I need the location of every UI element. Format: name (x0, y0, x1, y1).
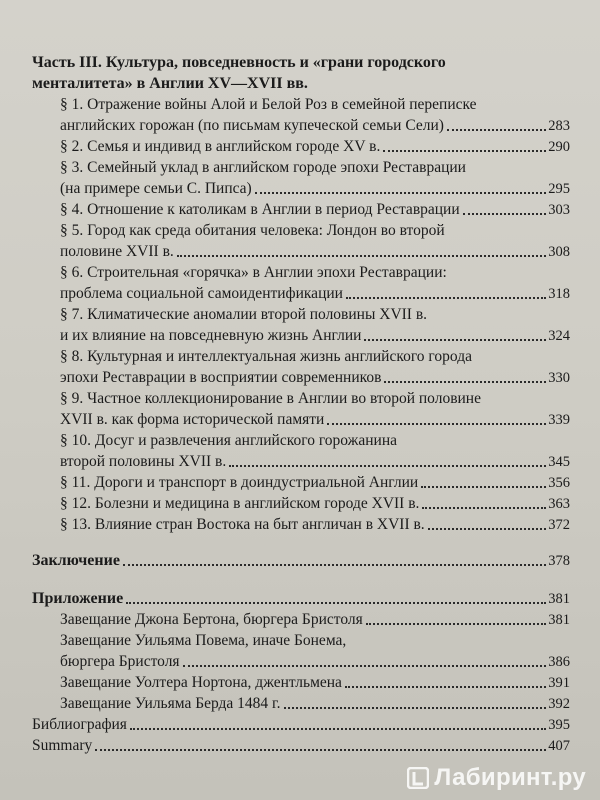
page-number: 356 (548, 475, 570, 491)
toc-summary: Summary 407 (32, 737, 570, 754)
leader-dots (130, 728, 546, 730)
page-number: 330 (548, 370, 570, 386)
page-number: 386 (548, 654, 570, 670)
page-number: 339 (548, 412, 570, 428)
toc-entry-10-line-2: второй половины XVII в. 345 (60, 453, 570, 470)
page-number: 381 (548, 612, 570, 628)
page-number: 295 (548, 181, 570, 197)
leader-dots (177, 255, 546, 257)
toc-entry-6-line-1: § 6. Строительная «горячка» в Англии эпохи Реставрации: (60, 264, 447, 281)
page-number: 395 (548, 717, 570, 733)
labirint-logo-icon (407, 767, 429, 789)
toc-entry-8-line-2: эпохи Реставрации в восприятии современников 330 (60, 369, 570, 386)
toc-entry-5-line-2: половине XVII в. 308 (60, 243, 570, 260)
page-number: 303 (548, 202, 570, 218)
toc-bibliography: Библиография 395 (32, 716, 570, 733)
watermark-text: Лабиринт.ру (434, 764, 586, 791)
page-number: 391 (548, 675, 570, 691)
page-number: 372 (548, 517, 570, 533)
part-title-line-1: Часть III. Культура, повседневность и «грани городского (32, 54, 446, 71)
leader-dots (255, 192, 547, 194)
leader-dots (95, 749, 546, 751)
toc-entry-3-line-2: (на примере семьи С. Пипса) 295 (60, 180, 570, 197)
toc-entry-9-line-1: § 9. Частное коллекционирование в Англии во второй половине (60, 390, 481, 407)
leader-dots (364, 339, 546, 341)
page-number: 378 (548, 553, 570, 569)
site-watermark (407, 764, 586, 792)
toc-entry-9-line-2: XVII в. как форма исторической памяти 339 (60, 411, 570, 428)
toc-entry-6-line-2: проблема социальной самоидентификации 318 (60, 285, 570, 302)
leader-dots (346, 297, 546, 299)
toc-appendix-item-2-line-2: бюргера Бристоля 386 (60, 653, 570, 670)
toc-entry-1-line-1: § 1. Отражение войны Алой и Белой Роз в семейной переписке (60, 96, 477, 113)
leader-dots (284, 707, 547, 709)
leader-dots (345, 686, 546, 688)
leader-dots (229, 465, 546, 467)
page-number: 324 (548, 328, 570, 344)
toc-appendix-item-4: Завещание Уильяма Берда 1484 г. 392 (60, 695, 570, 712)
page-number: 308 (548, 244, 570, 260)
toc-entry-13: § 13. Влияние стран Востока на быт англичан в XVII в. 372 (60, 516, 570, 533)
toc-appendix: Приложение 381 (32, 590, 570, 607)
toc-entry-10-line-1: § 10. Досуг и развлечения английского горожанина (60, 432, 398, 449)
toc-entry-1-line-2: английских горожан (по письмам купеческой семьи Сели) 283 (60, 117, 570, 134)
part-title-line-2: менталитета» в Англии XV—XVII вв. (32, 75, 308, 92)
page-number: 392 (548, 696, 570, 712)
leader-dots (463, 213, 547, 215)
toc-entry-11: § 11. Дороги и транспорт в доиндустриальной Англии 356 (60, 474, 570, 491)
leader-dots (183, 665, 547, 667)
leader-dots (422, 507, 546, 509)
leader-dots (447, 129, 546, 131)
toc-appendix-item-3: Завещание Уолтера Нортона, джентльмена 391 (60, 674, 570, 691)
page-number: 363 (548, 496, 570, 512)
leader-dots (421, 486, 546, 488)
leader-dots (383, 150, 546, 152)
leader-dots (327, 423, 546, 425)
toc-appendix-item-2-line-1: Завещание Уильяма Повема, иначе Бонема, (60, 632, 347, 649)
page-number: 381 (548, 591, 570, 607)
toc-entry-7-line-1: § 7. Климатические аномалии второй половины XVII в. (60, 306, 428, 323)
page-number: 407 (548, 738, 570, 754)
page-number: 283 (548, 118, 570, 134)
toc-entry-5-line-1: § 5. Город как среда обитания человека: Лондон во второй (60, 222, 445, 239)
toc-entry-3-line-1: § 3. Семейный уклад в английском городе эпохи Реставрации (60, 159, 466, 176)
page-number: 290 (548, 139, 570, 155)
page-number: 318 (548, 286, 570, 302)
leader-dots (126, 602, 546, 604)
toc-entry-12: § 12. Болезни и медицина в английском городе XVII в. 363 (60, 495, 570, 512)
toc-entry-8-line-1: § 8. Культурная и интеллектуальная жизнь английского города (60, 348, 472, 365)
leader-dots (428, 528, 547, 530)
toc-entry-4: § 4. Отношение к католикам в Англии в период Реставрации 303 (60, 201, 570, 218)
toc-appendix-item-1: Завещание Джона Бертона, бюргера Бристоля 381 (60, 611, 570, 628)
toc-conclusion: Заключение 378 (32, 552, 570, 569)
leader-dots (366, 623, 547, 625)
toc-entry-2: § 2. Семья и индивид в английском городе XV в. 290 (60, 138, 570, 155)
page-number: 345 (548, 454, 570, 470)
toc-entry-7-line-2: и их влияние на повседневную жизнь Англии 324 (60, 327, 570, 344)
leader-dots (384, 381, 546, 383)
leader-dots (123, 564, 546, 566)
